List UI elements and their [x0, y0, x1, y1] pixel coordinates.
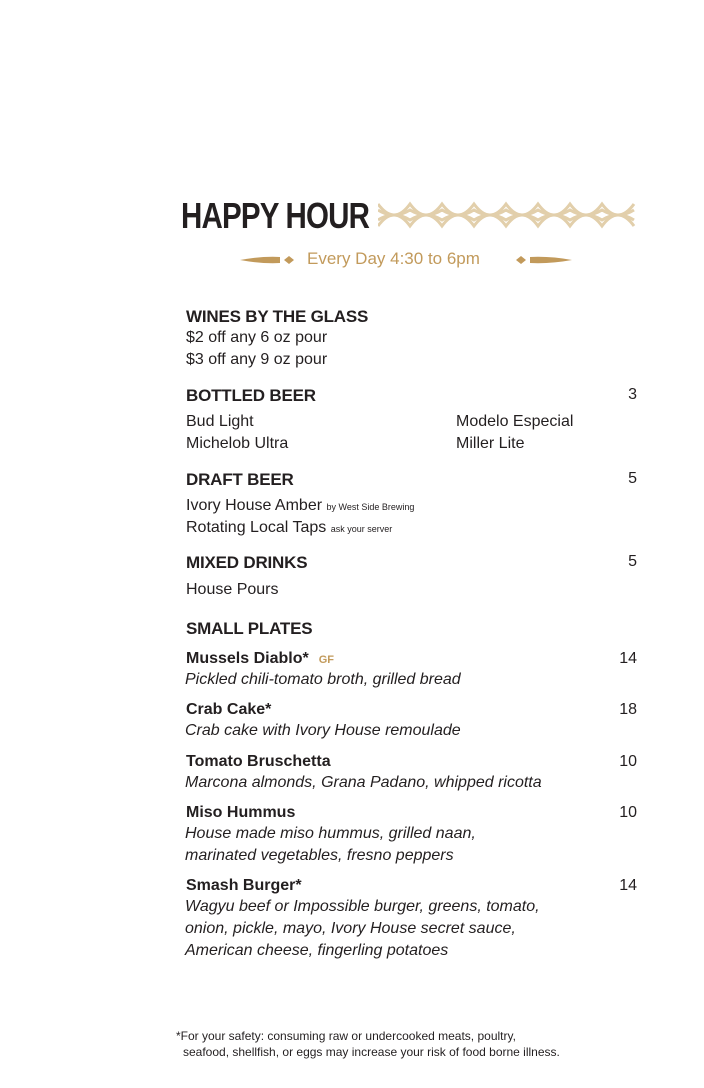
dish-description: Crab cake with Ivory House remoulade — [185, 722, 461, 739]
dish-description: onion, pickle, mayo, Ivory House secret sauce, — [185, 920, 516, 937]
bottled-beer-item: Miller Lite — [456, 435, 525, 452]
gluten-free-badge: GF — [318, 654, 334, 666]
decorative-lattice-pattern — [378, 196, 640, 234]
draft-beer-name: Ivory House Amber — [186, 497, 323, 514]
right-ornament-icon — [514, 253, 572, 267]
draft-beer-item — [186, 519, 392, 537]
draft-beer-note: by West Side Brewing — [326, 502, 415, 512]
footnote-line-2: seafood, shellfish, or eggs may increase your risk of food borne illness. — [183, 1045, 560, 1059]
dish-name-text: Mussels Diablo* — [186, 650, 309, 667]
bottled-beer-item: Bud Light — [186, 413, 254, 430]
dish-name: Tomato Bruschetta — [186, 753, 331, 770]
dish-description: Marcona almonds, Grana Padano, whipped ricotta — [185, 774, 542, 791]
bottled-beer-item: Modelo Especial — [456, 413, 574, 430]
small-plates-heading: SMALL PLATES — [186, 619, 313, 638]
dish-name: Miso Hummus — [186, 804, 296, 821]
dish-price: 14 — [619, 877, 637, 894]
dish-name — [186, 650, 334, 668]
draft-beer-item — [186, 497, 414, 515]
dish-name: Smash Burger* — [186, 877, 302, 894]
wines-line-1: $2 off any 6 oz pour — [186, 329, 328, 346]
draft-beer-price: 5 — [628, 470, 637, 487]
dish-price: 18 — [619, 701, 637, 718]
footnote — [176, 1028, 560, 1060]
bottled-beer-price: 3 — [628, 386, 637, 403]
footnote-line-1: *For your safety: consuming raw or undercooked meats, poultry, — [176, 1029, 516, 1043]
dish-description: House made miso hummus, grilled naan, — [185, 825, 476, 842]
dish-price: 14 — [619, 650, 637, 667]
draft-beer-heading: DRAFT BEER — [186, 470, 294, 489]
mixed-drinks-item: House Pours — [186, 581, 279, 598]
happy-hour-times: Every Day 4:30 to 6pm — [307, 249, 480, 268]
dish-price: 10 — [619, 804, 637, 821]
subtitle-row — [240, 249, 574, 273]
bottled-beer-heading: BOTTLED BEER — [186, 386, 316, 405]
dish-description: American cheese, fingerling potatoes — [185, 942, 449, 959]
mixed-drinks-price: 5 — [628, 553, 637, 570]
mixed-drinks-heading: MIXED DRINKS — [186, 553, 308, 572]
dish-description: marinated vegetables, fresno peppers — [185, 847, 454, 864]
wines-line-2: $3 off any 9 oz pour — [186, 351, 328, 368]
left-ornament-icon — [240, 253, 296, 267]
dish-price: 10 — [619, 753, 637, 770]
dish-description: Wagyu beef or Impossible burger, greens, tomato, — [185, 898, 540, 915]
bottled-beer-item: Michelob Ultra — [186, 435, 289, 452]
dish-description: Pickled chili-tomato broth, grilled bread — [185, 671, 461, 688]
draft-beer-name: Rotating Local Taps — [186, 519, 327, 536]
draft-beer-note: ask your server — [330, 524, 393, 534]
page-title: HAPPY HOUR — [181, 195, 370, 236]
wines-heading: WINES BY THE GLASS — [186, 307, 369, 326]
dish-name: Crab Cake* — [186, 701, 272, 718]
